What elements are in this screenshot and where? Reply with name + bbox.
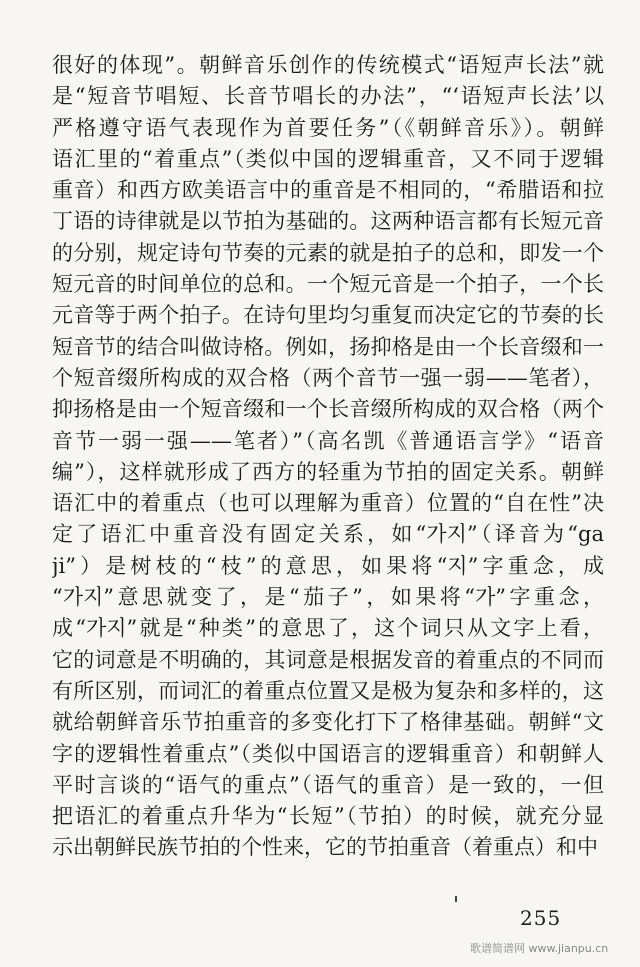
text-line-6: 丁语的诗律就是以节拍为基础的。这两种语言都有长短元音	[52, 209, 604, 234]
text-line-2: 是“短音节唱短、长音节唱长的办法”，“‘语短声长法’以	[52, 84, 604, 109]
text-line-21: 有所区别，而词汇的着重点位置又是极为复杂和多样的，这	[52, 678, 604, 703]
watermark: 歌谱简谱网 www.jianpu.cn	[470, 942, 609, 955]
text-line-26: 示出朝鲜民族节拍的个性来，它的节拍重音（着重点）和中	[52, 835, 598, 860]
text-line-9: 元音等于两个拍子。在诗句里均匀重复而决定它的节奏的长	[52, 303, 604, 328]
text-line-5: 重音）和西方欧美语言中的重音是不相同的，“希腊语和拉	[52, 178, 604, 203]
text-line-14: 编”），这样就形成了西方的轻重为节拍的固定关系。朝鲜	[52, 459, 604, 484]
text-line-10: 短音节的结合叫做诗格。例如，扬抑格是由一个长音缀和一	[52, 334, 604, 359]
text-line-15: 语汇中的着重点（也可以理解为重音）位置的“自在性”决	[52, 491, 604, 516]
text-line-24: 平时言谈的“语气的重点”（语气的重音）是一致的，一但	[52, 772, 604, 797]
text-line-20: 它的词意是不明确的，其词意是根据发音的着重点的不同而	[52, 647, 604, 672]
text-line-19: 成“가지”就是“种类”的意思了，这个词只从文字上看，	[52, 616, 604, 641]
text-line-7: 的分别，规定诗句节奏的元素的就是拍子的总和，即发一个	[52, 240, 604, 265]
text-line-4: 语汇里的“着重点”（类似中国的逻辑重音，又不同于逻辑	[52, 146, 604, 171]
print-mark	[455, 896, 457, 902]
text-line-12: 抑扬格是由一个短音缀和一个长音缀所构成的双合格（两个	[52, 397, 604, 422]
text-line-3: 严格遵守语气表现作为首要任务”（《朝鲜音乐》）。朝鲜	[52, 115, 604, 140]
text-line-16: 定了语汇中重音没有固定关系，如“가지”（译音为“ga	[52, 522, 604, 547]
text-line-13: 音节一弱一强——笔者）”（高名凯《普通语言学》“语音	[52, 428, 604, 453]
text-line-11: 个短音缀所构成的双合格（两个音节一强一弱——笔者），	[52, 365, 604, 390]
text-line-22: 就给朝鲜音乐节拍重音的多变化打下了格律基础。朝鲜“文	[52, 710, 604, 735]
text-line-18: “가지”意思就变了，是“茄子”，如果将“가”字重念，	[52, 585, 604, 610]
text-line-1: 很好的体现”。朝鲜音乐创作的传统模式“语短声长法”就	[52, 53, 604, 77]
text-line-23: 字的逻辑性着重点”（类似中国语言的逻辑重音）和朝鲜人	[52, 741, 604, 766]
page-number: 255	[520, 906, 562, 930]
text-line-8: 短元音的时间单位的总和。一个短元音是一个拍子，一个长	[52, 272, 604, 297]
body-text	[52, 50, 604, 864]
text-line-25: 把语汇的着重点升华为“长短”（节拍）的时候，就充分显	[52, 804, 604, 829]
text-line-17: ji”）是树枝的“枝”的意思，如果将“지”字重念，成	[52, 553, 604, 578]
